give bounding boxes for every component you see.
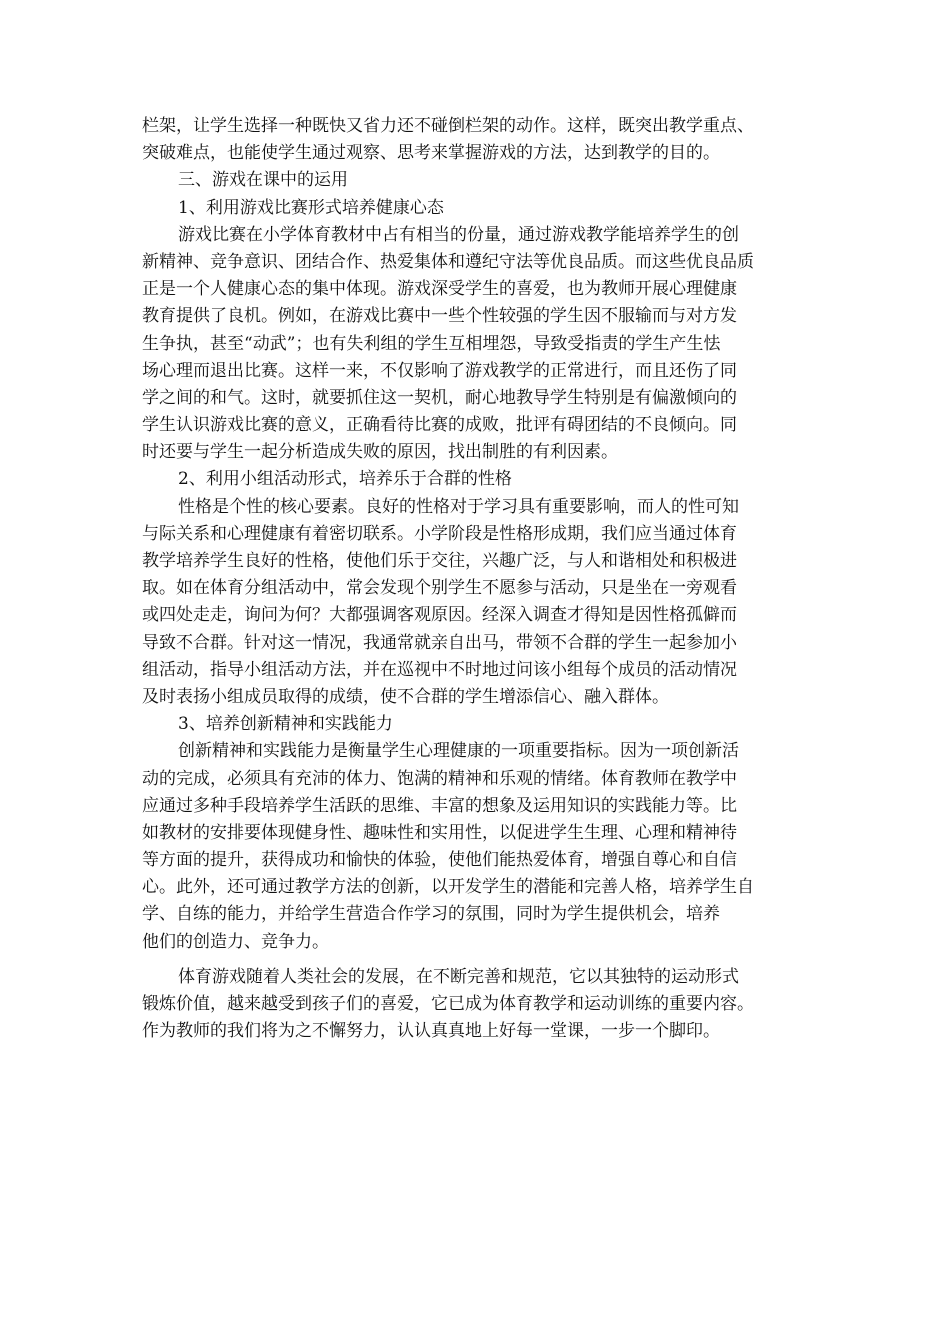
text-line: 及时表扬小组成员取得的成绩，使不合群的学生增添信心、融入群体。 <box>142 686 669 707</box>
text-line: 时还要与学生一起分析造成失败的原因，找出制胜的有利因素。 <box>142 442 618 463</box>
text-line: 突破难点，也能使学生通过观察、思考来掌握游戏的方法，达到教学的目的。 <box>142 143 720 164</box>
text-line: 或四处走走，询问为何？大都强调客观原因。经深入调查才得知是因性格孤僻而 <box>142 605 737 626</box>
text-line: 体育游戏随着人类社会的发展，在不断完善和规范，它以其独特的运动形式 <box>178 966 739 987</box>
text-line: 如教材的安排要体现健身性、趣味性和实用性，以促进学生生理、心理和精神待 <box>142 822 737 843</box>
text-line: 与际关系和心理健康有着密切联系。小学阶段是性格形成期，我们应当通过体育 <box>142 523 737 544</box>
text-line: 栏架，让学生选择一种既快又省力还不碰倒栏架的动作。这样，既突出教学重点、 <box>142 116 754 136</box>
text-line: 取。如在体育分组活动中，常会发现个别学生不愿参与活动，只是坐在一旁观看 <box>142 578 737 599</box>
text-line: 组活动，指导小组活动方法，并在巡视中不时地过问该小组每个成员的活动情况 <box>142 659 737 680</box>
text-line: 学、自练的能力，并给学生营造合作学习的氛围，同时为学生提供机会，培养 <box>142 904 720 925</box>
text-line: 教育提供了良机。例如，在游戏比赛中一些个性较强的学生因不服输而与对方发 <box>142 306 737 327</box>
text-line: 应通过多种手段培养学生活跃的思维、丰富的想象及运用知识的实践能力等。比 <box>142 795 737 816</box>
text-line: 学之间的和气。这时，就要抓住这一契机，耐心地教导学生特别是有偏激倾向的 <box>142 387 737 408</box>
text-line: 动的完成，必须具有充沛的体力、饱满的精神和乐观的情绪。体育教师在教学中 <box>142 768 737 789</box>
text-line: 作为教师的我们将为之不懈努力，认认真真地上好每一堂课，一步一个脚印。 <box>142 1021 720 1042</box>
text-line: 心。此外，还可通过教学方法的创新，以开发学生的潜能和完善人格，培养学生自 <box>142 877 754 898</box>
document-body <box>142 113 822 1045</box>
text-line: 新精神、竞争意识、团结合作、热爱集体和遵纪守法等优良品质。而这些优良品质 <box>142 251 754 272</box>
text-line: 学生认识游戏比赛的意义，正确看待比赛的成败，批评有碍团结的不良倾向。同 <box>142 415 737 436</box>
section-heading: 三、游戏在课中的运用 <box>178 170 348 191</box>
subsection-heading: 2、利用小组活动形式，培养乐于合群的性格 <box>178 469 512 490</box>
text-line: 教学培养学生良好的性格，使他们乐于交往，兴趣广泛，与人和谐相处和积极进 <box>142 551 737 571</box>
text-line: 性格是个性的核心要素。良好的性格对于学习具有重要影响，而人的性可知 <box>178 496 739 517</box>
text-line: 创新精神和实践能力是衡量学生心理健康的一项重要指标。因为一项创新活 <box>178 741 739 762</box>
text-line: 正是一个人健康心态的集中体现。游戏深受学生的喜爱，也为教师开展心理健康 <box>142 279 737 300</box>
text-line: 等方面的提升，获得成功和愉快的体验，使他们能热爱体育，增强自尊心和自信 <box>142 850 737 871</box>
text-line: 他们的创造力、竞争力。 <box>142 931 329 952</box>
text-line: 导致不合群。针对这一情况，我通常就亲自出马，带领不合群的学生一起参加小 <box>142 632 737 653</box>
subsection-heading: 1、利用游戏比赛形式培养健康心态 <box>178 197 444 218</box>
subsection-heading: 3、培养创新精神和实践能力 <box>178 714 393 735</box>
text-line: 锻炼价值，越来越受到孩子们的喜爱，它已成为体育教学和运动训练的重要内容。 <box>142 994 754 1014</box>
paragraph-gap <box>142 956 822 964</box>
text-line: 游戏比赛在小学体育教材中占有相当的份量，通过游戏教学能培养学生的创 <box>178 224 739 245</box>
text-line: 生争执，甚至“动武”；也有失利组的学生互相埋怨，导致受指责的学生产生怯 <box>142 333 721 354</box>
text-line: 场心理而退出比赛。这样一来，不仅影响了游戏教学的正常进行，而且还伤了同 <box>142 360 737 381</box>
